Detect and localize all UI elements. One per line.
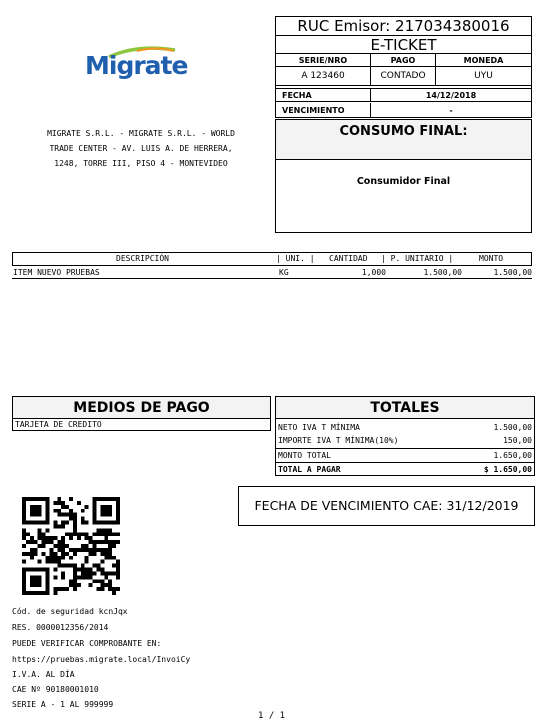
- serie-value: A 123460: [276, 67, 371, 85]
- table-row: [12, 267, 532, 279]
- qr-code-icon: [22, 497, 120, 595]
- item-unit-price: 1.500,00: [423, 268, 462, 277]
- vencimiento-row: [276, 103, 531, 117]
- neto-iva-value: 1.500,00: [493, 423, 532, 432]
- ruc-emisor: RUC Emisor: 217034380016: [276, 17, 531, 36]
- verificar-text: PUEDE VERIFICAR COMPROBANTE EN:: [12, 639, 162, 648]
- medios-de-pago-box: [12, 396, 271, 434]
- totales-box: [275, 396, 535, 476]
- item-amount: 1.500,00: [493, 268, 532, 277]
- item-qty: 1,000: [361, 268, 386, 277]
- monto-total-value: 1.650,00: [493, 451, 532, 460]
- items-table-header: [12, 252, 532, 266]
- pago-value: CONTADO: [371, 67, 436, 85]
- item-unit: KG: [279, 268, 289, 277]
- medio-de-pago-value: TARJETA DE CREDITO: [12, 418, 271, 431]
- monto-total-label: MONTO TOTAL: [278, 451, 331, 460]
- serie-label: SERIE/NRO: [276, 54, 371, 66]
- document-header-box: [275, 16, 532, 118]
- cae-vencimiento-box: FECHA DE VENCIMIENTO CAE: 31/12/2019: [238, 486, 535, 526]
- header-col-values: [276, 67, 531, 86]
- col-unidad: | UNI. |: [276, 254, 315, 263]
- col-cantidad: CANTIDAD: [329, 254, 368, 263]
- col-monto: MONTO: [479, 254, 504, 263]
- totales-row: [278, 463, 532, 476]
- col-precio-unitario: | P. UNITARIO |: [381, 254, 454, 263]
- emisor-line-3: 1248, TORRE III, PISO 4 - MONTEVIDEO: [54, 159, 228, 168]
- iva-al-dia: I.V.A. AL DÍA: [12, 670, 75, 679]
- resolucion: RES. 0000012356/2014: [12, 623, 109, 632]
- emisor-address: [30, 126, 252, 171]
- col-descripcion: DESCRIPCIÓN: [116, 254, 169, 263]
- totales-row: [278, 421, 532, 434]
- logo-wordmark: Migrate: [85, 51, 188, 80]
- document-type: E-TICKET: [276, 36, 531, 54]
- vencimiento-label: VENCIMIENTO: [276, 103, 371, 117]
- page-number: 1 / 1: [258, 711, 286, 721]
- company-logo: [85, 46, 203, 86]
- emisor-line-1: MIGRATE S.R.L. - MIGRATE S.R.L. - WORLD: [47, 129, 235, 138]
- codigo-seguridad: Cód. de seguridad kcnJqx: [12, 607, 128, 616]
- total-a-pagar-label: TOTAL A PAGAR: [278, 465, 341, 474]
- totales-rows: [275, 418, 535, 476]
- fecha-row: [276, 88, 531, 102]
- consumo-final-title: CONSUMO FINAL:: [276, 120, 531, 160]
- neto-iva-label: NETO IVA T MÍNIMA: [278, 423, 360, 432]
- total-a-pagar-value: $ 1.650,00: [483, 465, 532, 474]
- header-col-labels: [276, 54, 531, 67]
- cae-number: CAE Nº 90180001010: [12, 685, 99, 694]
- importe-iva-value: 150,00: [503, 436, 532, 445]
- item-desc: ITEM NUEVO PRUEBAS: [13, 268, 100, 277]
- moneda-value: UYU: [474, 71, 493, 81]
- medios-title: MEDIOS DE PAGO: [12, 396, 271, 419]
- moneda-label: MONEDA: [463, 55, 504, 65]
- vencimiento-value: -: [449, 105, 453, 115]
- consumidor-name: Consumidor Final: [356, 176, 451, 187]
- consumo-final-box: [275, 119, 532, 233]
- totales-row: [278, 449, 532, 462]
- emisor-line-2: TRADE CENTER - AV. LUIS A. DE HERRERA,: [49, 144, 233, 153]
- fecha-label: FECHA: [276, 89, 371, 101]
- importe-iva-label: IMPORTE IVA T MÍNIMA(10%): [278, 436, 399, 445]
- verificar-url[interactable]: https://pruebas.migrate.local/InvoiCy: [12, 655, 191, 664]
- pago-label: PAGO: [371, 54, 436, 66]
- fecha-value: 14/12/2018: [425, 90, 477, 100]
- totales-title: TOTALES: [275, 396, 535, 419]
- serie-range: SERIE A - 1 AL 999999: [12, 700, 114, 709]
- totales-row: [278, 434, 532, 447]
